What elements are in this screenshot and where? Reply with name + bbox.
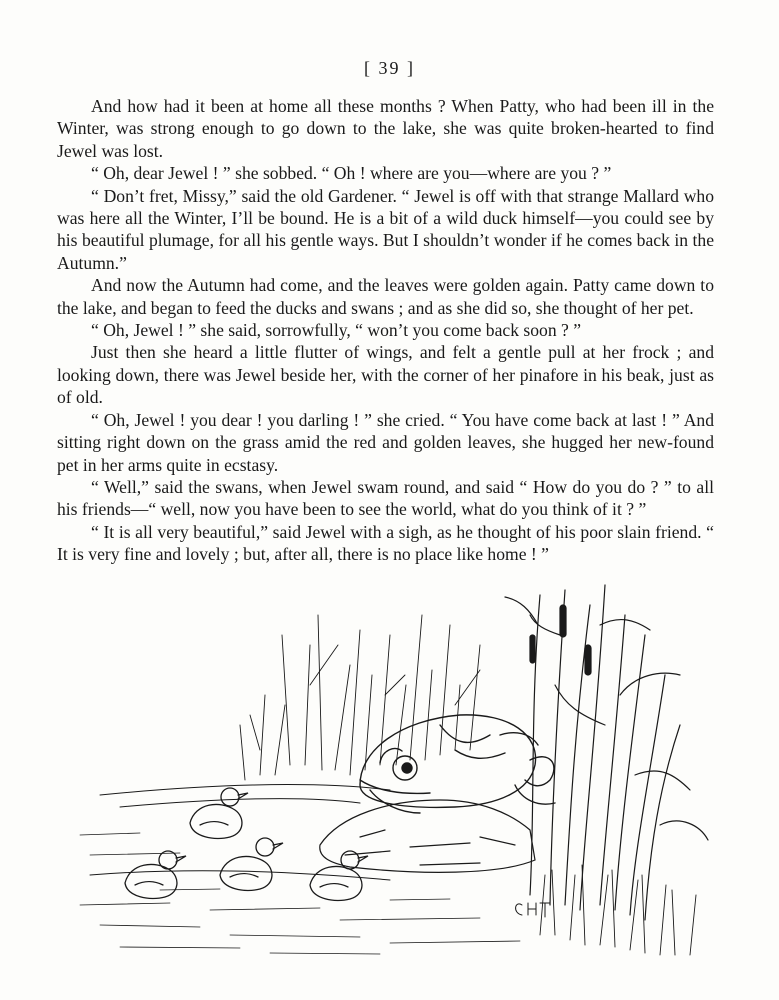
paragraph: And how had it been at home all these months ? When Patty, who had been ill in the Winter, was strong enough to go down to the lake, she was quite broken-hearted to find Jewel was lost. [57,96,714,161]
stone [320,800,535,872]
paragraph: “ Oh, Jewel ! ” she said, sorrowfully, “ won’t you come back soon ? ” [91,320,582,341]
paragraph: Just then she heard a little flutter of wings, and felt a gentle pull at her frock ; and looking down, there was Jewel beside her, with the corner of her pinafore in his beak, just as of old. [57,342,714,408]
paragraph: “ Oh, dear Jewel ! ” she sobbed. “ Oh ! where are you—where are you ? ” [91,163,612,184]
paragraph: “ Oh, Jewel ! you dear ! you darling ! ” she cried. “ You have come back at last ! ” And sitting right down on the grass amid the red and golden leaves, she hugged her new-found pet in her arms quite in ecstasy. [57,409,714,475]
paragraph: “ Well,” said the swans, when Jewel swam round, and said “ How do you do ? ” to all his friends—“ well, now you have been to see the world, what do you think of it ? ” [57,476,714,520]
story-text [57,95,714,566]
duckling-1 [190,788,248,838]
water-ripples [80,833,520,954]
duckling-2 [125,851,186,898]
frog [360,715,555,813]
paragraph: And now the Autumn had come, and the leaves were golden again. Patty came down to the lake, and began to feed the ducks and swans ; and as she did so, she thought of her pet. [57,275,714,318]
paragraph: “ It is all very beautiful,” said Jewel with a sigh, as he thought of his poor slain friend. “ It is very fine and lovely ; but, after all, there is no place like home ! ” [57,521,714,565]
paragraph: “ Don’t fret, Missy,” said the old Gardener. “ Jewel is off with that strange Mallard who was here all the Winter, I’ll be bound. He is a bit of a wild duck himself—you could see by his beautiful plumage, for all his gentle ways. But I shouldn’t wonder if he comes back in the Autumn.” [57,185,714,273]
background-reeds [240,615,480,780]
grass-tufts [540,865,696,955]
pond-illustration [60,575,710,960]
pond-drawing [60,575,710,960]
duckling-3 [220,838,283,890]
page-number: [ 39 ] [364,58,415,78]
artist-monogram [516,903,550,917]
